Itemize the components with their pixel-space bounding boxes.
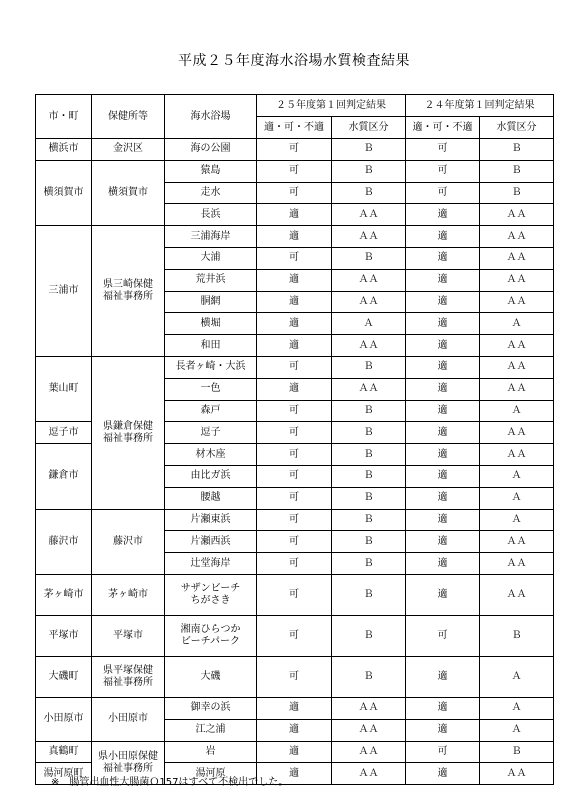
header-grade-25: 水質区分 (332, 117, 406, 139)
judge-25-cell: 可 (257, 139, 332, 161)
beach-cell: 胴網 (165, 291, 257, 313)
grade-25-cell: ＡＡ (332, 719, 406, 741)
grade-24-cell: Ａ (480, 313, 554, 335)
judge-24-cell: 可 (406, 139, 480, 161)
grade-24-cell: ＡＡ (480, 553, 554, 575)
city-cell: 横須賀市 (36, 160, 92, 225)
grade-24-cell: ＡＡ (480, 247, 554, 269)
judge-25-cell: 適 (257, 335, 332, 357)
office-cell: 県鎌倉保健 福祉事務所 (92, 356, 165, 509)
grade-25-cell: Ｂ (332, 531, 406, 553)
judge-24-cell: 可 (406, 615, 480, 656)
judge-25-cell: 可 (257, 182, 332, 204)
grade-24-cell: Ｂ (480, 139, 554, 161)
city-cell: 逗子市 (36, 422, 92, 444)
beach-cell: サザンビーチ ちがさき (165, 574, 257, 615)
judge-24-cell: 適 (406, 553, 480, 575)
city-cell: 湯河原町 (36, 763, 92, 785)
grade-24-cell: ＡＡ (480, 378, 554, 400)
table-row (36, 615, 554, 656)
grade-25-cell: Ｂ (332, 182, 406, 204)
grade-25-cell: Ｂ (332, 400, 406, 422)
page-title: 平成２５年度海水浴場水質検査結果 (178, 53, 410, 69)
judge-25-cell: 適 (257, 226, 332, 248)
beach-cell: 大浦 (165, 247, 257, 269)
grade-25-cell: ＡＡ (332, 291, 406, 313)
grade-25-cell: ＡＡ (332, 378, 406, 400)
grade-24-cell: ＡＡ (480, 356, 554, 378)
city-cell: 藤沢市 (36, 509, 92, 574)
office-cell: 横須賀市 (92, 160, 165, 225)
water-quality-table (35, 94, 554, 785)
judge-24-cell: 可 (406, 160, 480, 182)
beach-cell: 荒井浜 (165, 269, 257, 291)
table-row (36, 509, 554, 531)
judge-24-cell: 可 (406, 182, 480, 204)
header-h25: ２５年度第１回判定結果 (257, 95, 406, 117)
office-cell: 茅ヶ崎市 (92, 574, 165, 615)
grade-25-cell: Ｂ (332, 356, 406, 378)
judge-25-cell: 適 (257, 741, 332, 763)
beach-cell: 走水 (165, 182, 257, 204)
judge-25-cell: 可 (257, 422, 332, 444)
grade-24-cell: ＡＡ (480, 574, 554, 615)
grade-24-cell: ＡＡ (480, 422, 554, 444)
grade-24-cell: ＡＡ (480, 269, 554, 291)
header-city: 市・町 (36, 95, 92, 139)
beach-cell: 一色 (165, 378, 257, 400)
judge-25-cell: 可 (257, 553, 332, 575)
grade-25-cell: ＡＡ (332, 697, 406, 719)
judge-25-cell: 可 (257, 356, 332, 378)
grade-24-cell: Ａ (480, 465, 554, 487)
beach-cell: 湘南ひらつか ビーチパーク (165, 615, 257, 656)
judge-25-cell: 可 (257, 400, 332, 422)
grade-25-cell: Ｂ (332, 139, 406, 161)
grade-25-cell: Ｂ (332, 615, 406, 656)
judge-25-cell: 可 (257, 247, 332, 269)
judge-25-cell: 適 (257, 291, 332, 313)
table-row (36, 139, 554, 161)
grade-24-cell: ＡＡ (480, 444, 554, 466)
judge-25-cell: 可 (257, 465, 332, 487)
beach-cell: 森戸 (165, 400, 257, 422)
beach-cell: 御幸の浜 (165, 697, 257, 719)
city-cell: 大磯町 (36, 656, 92, 697)
footnote: ※ 腸管出血性大腸菌Ｏ157はすべて不検出でした。 (51, 777, 289, 788)
city-cell: 葉山町 (36, 356, 92, 421)
beach-cell: 湯河原 (165, 763, 257, 785)
office-cell: 県平塚保健 福祉事務所 (92, 656, 165, 697)
grade-25-cell: Ｂ (332, 160, 406, 182)
grade-25-cell: ＡＡ (332, 335, 406, 357)
table-row (36, 697, 554, 719)
grade-24-cell: Ａ (480, 400, 554, 422)
beach-cell: 逗子 (165, 422, 257, 444)
grade-25-cell: Ｂ (332, 465, 406, 487)
beach-cell: 大磯 (165, 656, 257, 697)
header-office: 保健所等 (92, 95, 165, 139)
beach-cell: 由比ガ浜 (165, 465, 257, 487)
judge-24-cell: 適 (406, 313, 480, 335)
judge-25-cell: 適 (257, 313, 332, 335)
city-cell: 横浜市 (36, 139, 92, 161)
judge-25-cell: 適 (257, 204, 332, 226)
grade-25-cell: Ｂ (332, 247, 406, 269)
judge-25-cell: 可 (257, 656, 332, 697)
grade-25-cell: Ｂ (332, 553, 406, 575)
judge-24-cell: 適 (406, 269, 480, 291)
judge-25-cell: 適 (257, 378, 332, 400)
beach-cell: 横堀 (165, 313, 257, 335)
grade-24-cell: Ａ (480, 509, 554, 531)
beach-cell: 長浜 (165, 204, 257, 226)
judge-24-cell: 適 (406, 487, 480, 509)
judge-25-cell: 可 (257, 444, 332, 466)
office-cell: 県小田原保健 福祉事務所 (92, 741, 165, 785)
city-cell: 三浦市 (36, 226, 92, 357)
grade-25-cell: Ｂ (332, 656, 406, 697)
grade-24-cell: ＡＡ (480, 204, 554, 226)
header-row-1 (36, 95, 554, 117)
grade-24-cell: ＡＡ (480, 226, 554, 248)
judge-24-cell: 適 (406, 574, 480, 615)
city-cell: 鎌倉市 (36, 444, 92, 509)
beach-cell: 三浦海岸 (165, 226, 257, 248)
grade-24-cell: Ａ (480, 487, 554, 509)
grade-25-cell: Ｂ (332, 487, 406, 509)
judge-25-cell: 適 (257, 269, 332, 291)
grade-24-cell: Ａ (480, 697, 554, 719)
grade-24-cell: Ａ (480, 719, 554, 741)
grade-24-cell: ＡＡ (480, 335, 554, 357)
judge-24-cell: 適 (406, 465, 480, 487)
office-cell: 金沢区 (92, 139, 165, 161)
beach-cell: 片瀬西浜 (165, 531, 257, 553)
beach-cell: 辻堂海岸 (165, 553, 257, 575)
judge-24-cell: 可 (406, 741, 480, 763)
judge-24-cell: 適 (406, 204, 480, 226)
grade-25-cell: Ｂ (332, 574, 406, 615)
grade-25-cell: Ａ (332, 313, 406, 335)
judge-25-cell: 適 (257, 763, 332, 785)
judge-24-cell: 適 (406, 247, 480, 269)
beach-cell: 岩 (165, 741, 257, 763)
judge-24-cell: 適 (406, 356, 480, 378)
judge-24-cell: 適 (406, 697, 480, 719)
grade-24-cell: Ｂ (480, 182, 554, 204)
judge-24-cell: 適 (406, 719, 480, 741)
grade-24-cell: ＡＡ (480, 763, 554, 785)
judge-25-cell: 可 (257, 160, 332, 182)
grade-24-cell: Ａ (480, 656, 554, 697)
grade-25-cell: ＡＡ (332, 741, 406, 763)
header-judge-25: 適・可・不適 (257, 117, 332, 139)
judge-24-cell: 適 (406, 509, 480, 531)
city-cell: 平塚市 (36, 615, 92, 656)
judge-25-cell: 適 (257, 697, 332, 719)
city-cell: 茅ヶ崎市 (36, 574, 92, 615)
judge-24-cell: 適 (406, 422, 480, 444)
judge-24-cell: 適 (406, 378, 480, 400)
grade-25-cell: Ｂ (332, 509, 406, 531)
header-beach: 海水浴場 (165, 95, 257, 139)
beach-cell: 片瀬東浜 (165, 509, 257, 531)
grade-24-cell: Ｂ (480, 741, 554, 763)
grade-25-cell: ＡＡ (332, 226, 406, 248)
grade-25-cell: Ｂ (332, 422, 406, 444)
table-row (36, 160, 554, 182)
grade-24-cell: Ｂ (480, 160, 554, 182)
judge-24-cell: 適 (406, 656, 480, 697)
judge-24-cell: 適 (406, 400, 480, 422)
judge-24-cell: 適 (406, 763, 480, 785)
judge-25-cell: 可 (257, 531, 332, 553)
beach-cell: 腰越 (165, 487, 257, 509)
judge-25-cell: 可 (257, 574, 332, 615)
beach-cell: 長者ヶ崎・大浜 (165, 356, 257, 378)
judge-25-cell: 可 (257, 615, 332, 656)
grade-24-cell: Ｂ (480, 615, 554, 656)
header-judge-24: 適・可・不適 (406, 117, 480, 139)
office-cell: 小田原市 (92, 697, 165, 741)
beach-cell: 猿島 (165, 160, 257, 182)
judge-24-cell: 適 (406, 335, 480, 357)
office-cell: 県三崎保健 福祉事務所 (92, 226, 165, 357)
city-cell: 真鶴町 (36, 741, 92, 763)
beach-cell: 江之浦 (165, 719, 257, 741)
header-grade-24: 水質区分 (480, 117, 554, 139)
grade-25-cell: ＡＡ (332, 204, 406, 226)
grade-24-cell: ＡＡ (480, 531, 554, 553)
judge-25-cell: 可 (257, 509, 332, 531)
city-cell: 小田原市 (36, 697, 92, 741)
grade-24-cell: ＡＡ (480, 291, 554, 313)
judge-25-cell: 適 (257, 719, 332, 741)
office-cell: 藤沢市 (92, 509, 165, 574)
judge-24-cell: 適 (406, 226, 480, 248)
judge-24-cell: 適 (406, 291, 480, 313)
judge-25-cell: 可 (257, 487, 332, 509)
table-row (36, 741, 554, 763)
table-row (36, 574, 554, 615)
table-row (36, 656, 554, 697)
grade-25-cell: Ｂ (332, 444, 406, 466)
beach-cell: 海の公園 (165, 139, 257, 161)
beach-cell: 和田 (165, 335, 257, 357)
table-row (36, 356, 554, 378)
header-h24: ２４年度第１回判定結果 (406, 95, 554, 117)
judge-24-cell: 適 (406, 444, 480, 466)
judge-24-cell: 適 (406, 531, 480, 553)
grade-25-cell: ＡＡ (332, 269, 406, 291)
grade-25-cell: ＡＡ (332, 763, 406, 785)
table-row (36, 226, 554, 248)
beach-cell: 材木座 (165, 444, 257, 466)
office-cell: 平塚市 (92, 615, 165, 656)
